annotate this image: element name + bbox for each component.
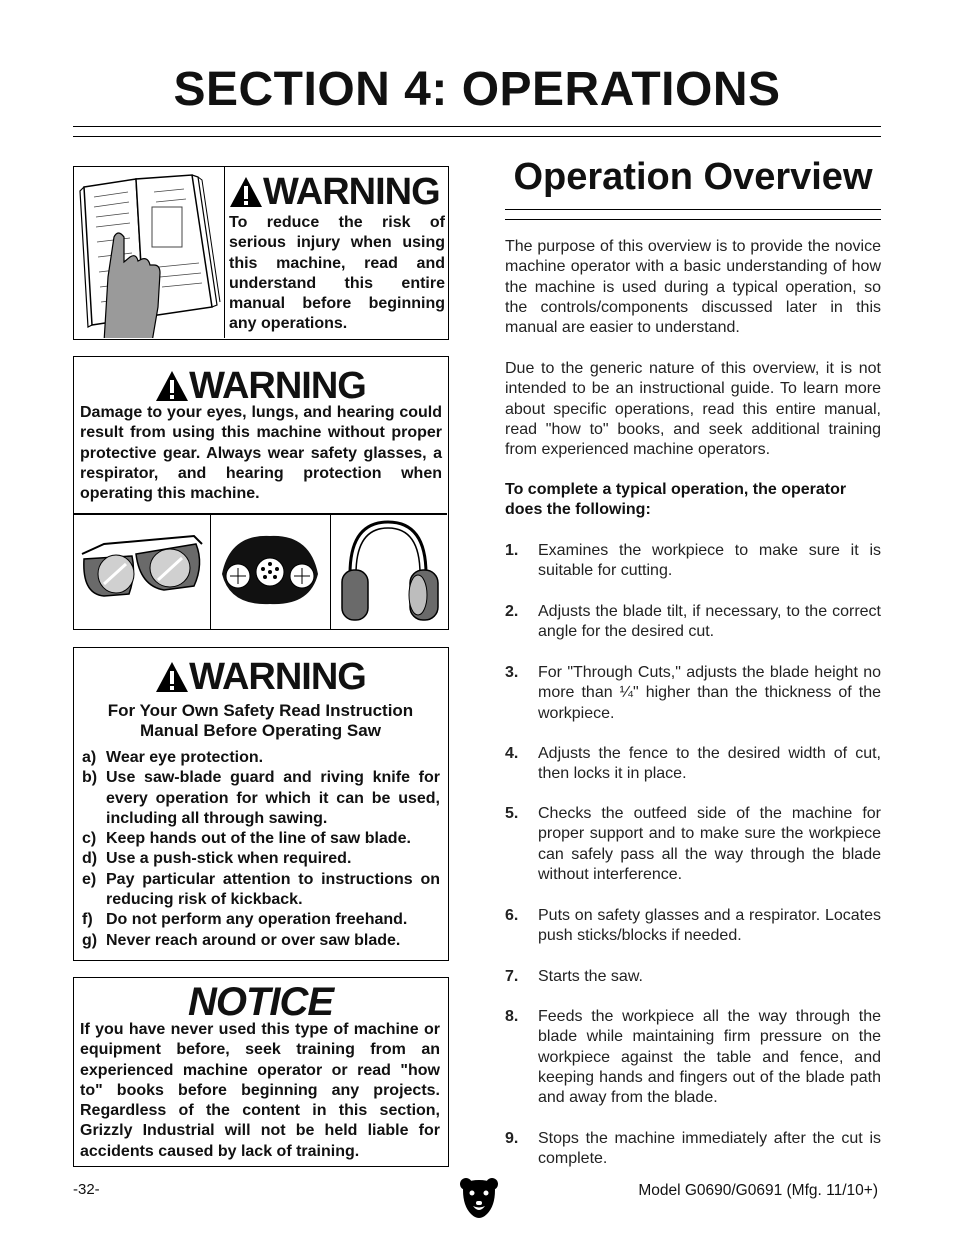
warning-box-protective-gear — [73, 356, 449, 630]
list-item: f) Do not perform any operation freehand. — [82, 911, 408, 929]
grizzly-bear-logo — [459, 1176, 499, 1222]
list-item: e) Pay particular attention to instructions on reducing risk of kickback. — [82, 870, 440, 909]
list-item: a) Wear eye protection. — [82, 749, 264, 766]
warning-heading: WARNING — [229, 171, 445, 213]
list-item: 4. Adjusts the fence to the desired width of cut, then locks it in place. — [505, 745, 881, 783]
warning-subtitle-line2: Manual Before Operating Saw — [140, 721, 381, 740]
safety-glasses-icon — [74, 514, 210, 629]
notice-text: If you have never used this type of machine or equipment before, seek training from an experienced machine operator or read "how to" books before beginning any projects. Regardless of the content in this section, Grizzly Industrial will not be held liable for accidents caused by lack of training. — [80, 1021, 440, 1160]
warning-heading: WARNING — [74, 656, 447, 698]
model-footer: Model G0690/G0691 (Mfg. 11/10+) — [638, 1182, 878, 1199]
title-rule-top — [73, 126, 881, 127]
warning-triangle-icon — [155, 370, 189, 402]
respirator-image — [210, 514, 331, 629]
notice-heading: NOTICE — [187, 980, 334, 1024]
list-item: 3. For "Through Cuts," adjusts the blade height no more than ¼" higher than the thickness of the workpiece. — [505, 664, 881, 722]
section-heading: Operation Overview — [513, 156, 873, 198]
list-item: 8. Feeds the workpiece all the way through the blade while maintaining firm pressure on the workpiece against the table and fence, and keeping hands and fingers out of the blade path and away from the blade. — [505, 1008, 881, 1107]
overview-paragraph-1: The purpose of this overview is to provide the novice machine operator with a basic understanding of how the machine is used during a typical operation, so the controls/components discussed later in this manual are easier to understand. — [505, 238, 881, 337]
notice-box — [73, 977, 449, 1167]
page-number: -32- — [73, 1181, 100, 1198]
overview-paragraph-2: Due to the generic nature of this overview, it is not intended to be an instructional guide. To learn more about specific operations, read this entire manual, read "how to" books, and seek additional training from experienced machine operators. — [505, 360, 881, 459]
list-item: b) Use saw-blade guard and riving knife for every operation for which it can be used, including all through sawing. — [82, 769, 440, 827]
earmuffs-image — [330, 514, 447, 629]
bear-logo-icon — [459, 1176, 499, 1222]
list-item: 2. Adjusts the blade tilt, if necessary, to the correct angle for the desired cut. — [505, 603, 881, 641]
warning-subtitle-line1: For Your Own Safety Read Instruction — [107, 701, 414, 720]
manual-illustration — [74, 167, 225, 338]
warning-text: Damage to your eyes, lungs, and hearing could result from using this machine without proper protective gear. Always wear safety glasses, a respirator, and hearing protection when operating this machine. — [80, 404, 442, 503]
warning-box-instructions — [73, 647, 449, 961]
overview-lead: To complete a typical operation, the operator does the following: — [505, 481, 847, 519]
warning-triangle-icon — [155, 661, 189, 693]
warning-heading: WARNING — [74, 365, 447, 407]
list-item: c) Keep hands out of the line of saw blade. — [82, 830, 411, 848]
reading-manual-icon — [74, 167, 224, 338]
safety-glasses-image — [74, 514, 211, 629]
hearing-protection-icon — [330, 514, 447, 629]
warning-text: To reduce the risk of serious injury when using this machine, read and understand this entire manual before beginning any operations. — [229, 214, 445, 333]
respirator-icon — [210, 514, 330, 629]
list-item: d) Use a push-stick when required. — [82, 850, 352, 868]
list-item: 1. Examines the workpiece to make sure it is suitable for cutting. — [505, 542, 881, 580]
page-title: SECTION 4: OPERATIONS — [173, 63, 781, 116]
warning-box-manual — [73, 166, 449, 340]
list-item: 7. Starts the saw. — [505, 968, 643, 985]
warning-list — [82, 748, 440, 951]
list-item: 9. Stops the machine immediately after the cut is complete. — [505, 1130, 881, 1168]
list-item: 6. Puts on safety glasses and a respirator. Locates push sticks/blocks if needed. — [505, 907, 881, 945]
list-item: 5. Checks the outfeed side of the machine for proper support and to make sure the workpiece can safely pass all the way through the blade without interference. — [505, 805, 881, 883]
title-rule-bottom — [73, 136, 881, 137]
warning-triangle-icon — [229, 176, 263, 208]
list-item: g) Never reach around or over saw blade. — [82, 931, 401, 949]
